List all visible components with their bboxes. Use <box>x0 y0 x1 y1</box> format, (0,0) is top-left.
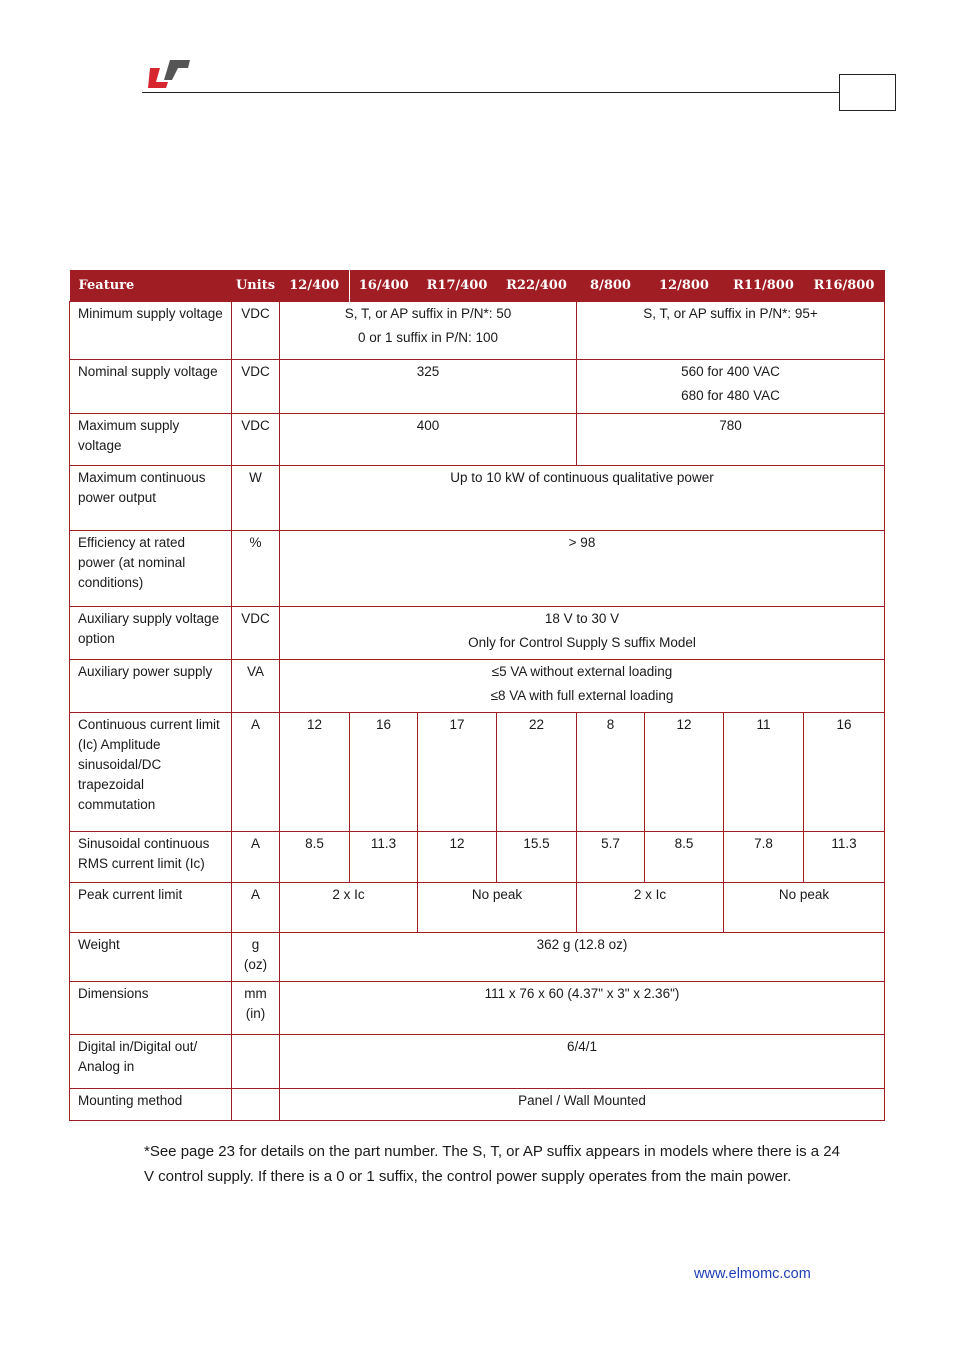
value-cell: 15.5 <box>497 832 577 883</box>
table-header-row <box>70 270 885 302</box>
feature-cell: Digital in/Digital out/ Analog in <box>70 1035 232 1089</box>
feature-cell: Mounting method <box>70 1089 232 1121</box>
value-cell: 362 g (12.8 oz) <box>280 933 885 982</box>
units-cell: VDC <box>232 302 280 360</box>
feature-cell: Peak current limit <box>70 883 232 933</box>
value-cell: 8.5 <box>280 832 350 883</box>
value-cell: No peak <box>724 883 885 933</box>
value-cell: Panel / Wall Mounted <box>280 1089 885 1121</box>
value-line: ≤5 VA without external loading <box>491 664 673 679</box>
value-cell: 2 x Ic <box>577 883 724 933</box>
value-line: 560 for 400 VAC <box>681 364 780 379</box>
value-cell: No peak <box>418 883 577 933</box>
feature-cell: Continuous current limit (Ic) Amplitude sinusoidal/DC trapezoidal commutation <box>70 713 232 832</box>
table-row <box>70 302 885 360</box>
value-cell: 17 <box>418 713 497 832</box>
col-header-12-800: 12/800 <box>645 270 724 302</box>
feature-cell: Auxiliary power supply <box>70 660 232 713</box>
value-cell <box>280 660 885 713</box>
header-rule <box>142 92 840 93</box>
value-line: S, T, or AP suffix in P/N*: 95+ <box>643 306 818 321</box>
value-cell: 7.8 <box>724 832 804 883</box>
col-header-units: Units <box>232 270 280 302</box>
units-cell <box>232 933 280 982</box>
value-cell: 22 <box>497 713 577 832</box>
value-cell <box>577 360 885 414</box>
value-cell: 11 <box>724 713 804 832</box>
feature-cell: Nominal supply voltage <box>70 360 232 414</box>
table-row <box>70 982 885 1035</box>
feature-cell: Efficiency at rated power (at nominal conditions) <box>70 531 232 607</box>
units-line: mm <box>244 986 267 1001</box>
units-cell: VDC <box>232 360 280 414</box>
value-cell: 12 <box>280 713 350 832</box>
value-cell: Up to 10 kW of continuous qualitative power <box>280 466 885 531</box>
spec-table <box>69 270 885 1121</box>
value-cell: 8 <box>577 713 645 832</box>
col-header-8-800: 8/800 <box>577 270 645 302</box>
website-link[interactable]: www.elmomc.com <box>694 1266 811 1282</box>
table-row <box>70 660 885 713</box>
value-cell <box>577 302 885 360</box>
feature-cell: Sinusoidal continuous RMS current limit (Ic) <box>70 832 232 883</box>
value-cell: 5.7 <box>577 832 645 883</box>
table-row <box>70 531 885 607</box>
value-cell: 16 <box>350 713 418 832</box>
table-row <box>70 933 885 982</box>
table-row <box>70 1035 885 1089</box>
feature-cell: Minimum supply voltage <box>70 302 232 360</box>
units-cell: A <box>232 713 280 832</box>
units-cell: A <box>232 832 280 883</box>
units-cell: VA <box>232 660 280 713</box>
units-cell <box>232 982 280 1035</box>
value-cell: 8.5 <box>645 832 724 883</box>
table-row <box>70 832 885 883</box>
table-row <box>70 713 885 832</box>
value-cell: 11.3 <box>804 832 885 883</box>
value-cell: 780 <box>577 414 885 466</box>
table-row <box>70 607 885 660</box>
col-header-r16-800: R16/800 <box>804 270 885 302</box>
value-line: 680 for 480 VAC <box>681 388 780 403</box>
col-header-r17-400: R17/400 <box>418 270 497 302</box>
page-number-box <box>839 74 896 111</box>
table-row <box>70 466 885 531</box>
value-cell <box>280 302 577 360</box>
value-line: Only for Control Supply S suffix Model <box>468 635 696 650</box>
units-cell <box>232 1035 280 1089</box>
value-cell: 12 <box>418 832 497 883</box>
units-cell: % <box>232 531 280 607</box>
value-line: S, T, or AP suffix in P/N*: 50 <box>344 306 512 321</box>
value-cell: 6/4/1 <box>280 1035 885 1089</box>
units-cell: A <box>232 883 280 933</box>
feature-cell: Maximum continuous power output <box>70 466 232 531</box>
footnote: *See page 23 for details on the part number. The S, T, or AP suffix appears in models where there is a 24 V control supply. If there is a 0 or 1 suffix, the control power supply operates from the main power. <box>144 1143 840 1185</box>
value-cell: 12 <box>645 713 724 832</box>
value-cell: 16 <box>804 713 885 832</box>
table-row <box>70 414 885 466</box>
col-header-feature: Feature <box>70 270 232 302</box>
value-cell: 2 x Ic <box>280 883 418 933</box>
value-cell: 11.3 <box>350 832 418 883</box>
feature-cell: Auxiliary supply voltage option <box>70 607 232 660</box>
feature-cell: Maximum supply voltage <box>70 414 232 466</box>
units-line: g <box>251 937 260 952</box>
units-cell: W <box>232 466 280 531</box>
value-line: 18 V to 30 V <box>544 611 620 626</box>
value-cell: 325 <box>280 360 577 414</box>
table-row <box>70 1089 885 1121</box>
units-line: (oz) <box>243 957 268 972</box>
value-cell: 400 <box>280 414 577 466</box>
units-line: (in) <box>245 1006 266 1021</box>
units-cell: VDC <box>232 414 280 466</box>
value-cell: > 98 <box>280 531 885 607</box>
value-cell: 111 x 76 x 60 (4.37" x 3" x 2.36") <box>280 982 885 1035</box>
col-header-r11-800: R11/800 <box>724 270 804 302</box>
value-line: ≤8 VA with full external loading <box>490 688 674 703</box>
col-header-12-400: 12/400 <box>280 270 350 302</box>
units-cell: VDC <box>232 607 280 660</box>
value-cell <box>280 607 885 660</box>
feature-cell: Weight <box>70 933 232 982</box>
feature-cell: Dimensions <box>70 982 232 1035</box>
elmo-logo-icon <box>148 58 192 90</box>
table-row <box>70 360 885 414</box>
units-cell <box>232 1089 280 1121</box>
table-row <box>70 883 885 933</box>
col-header-16-400: 16/400 <box>350 270 418 302</box>
col-header-r22-400: R22/400 <box>497 270 577 302</box>
value-line: 0 or 1 suffix in P/N: 100 <box>357 330 499 345</box>
